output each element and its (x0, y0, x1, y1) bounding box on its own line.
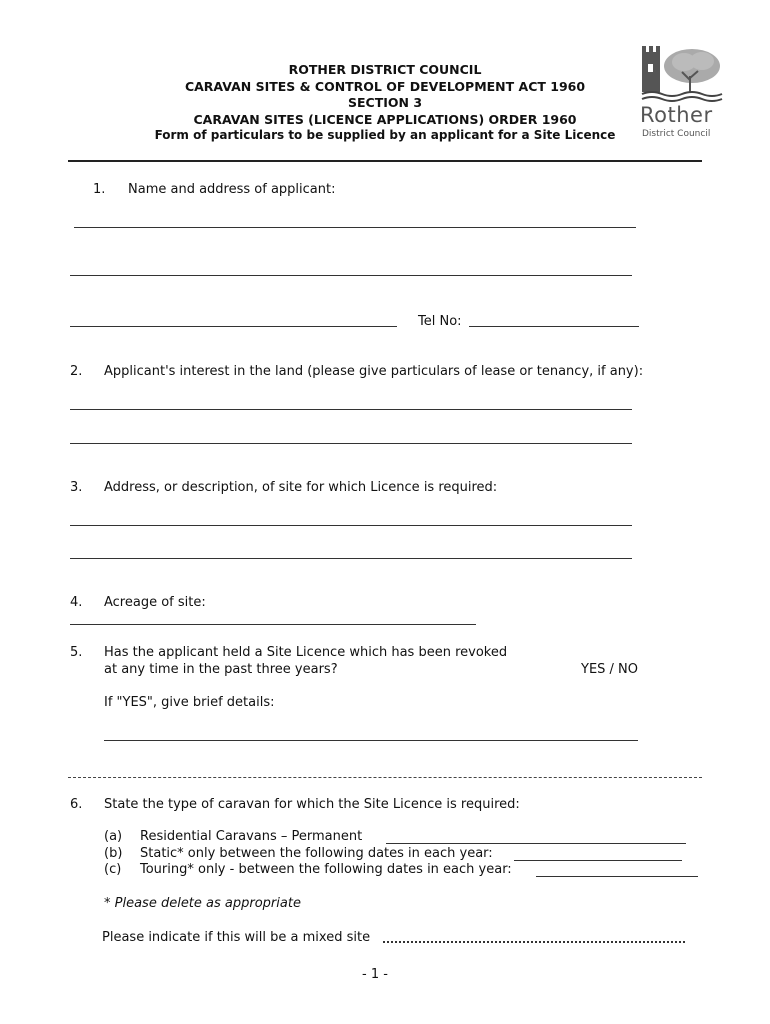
q4-text: Acreage of site: (104, 595, 206, 610)
logo-subtitle: District Council (642, 129, 711, 139)
q2-line-1[interactable] (70, 409, 632, 410)
q6-c-label: (c) (104, 862, 122, 877)
header-line-5: Form of particulars to be supplied by an applicant for a Site Licence (154, 128, 616, 142)
council-logo (640, 42, 730, 142)
q6-b-field[interactable] (514, 860, 682, 861)
page-number: - 1 - (362, 967, 388, 982)
q4-number: 4. (70, 595, 83, 610)
header-line-1: ROTHER DISTRICT COUNCIL (288, 62, 482, 77)
q1-number: 1. (93, 182, 106, 197)
delete-note: * Please delete as appropriate (104, 896, 301, 911)
q5-text-line-2: at any time in the past three years? (104, 662, 338, 677)
q6-c-field[interactable] (536, 876, 698, 877)
header-line-3: SECTION 3 (347, 95, 423, 110)
q6-c-text: Touring* only - between the following dates in each year: (140, 862, 512, 877)
q5-text-line-1: Has the applicant held a Site Licence which has been revoked (104, 645, 508, 660)
q6-number: 6. (70, 797, 83, 812)
q6-text: State the type of caravan for which the Site Licence is required: (104, 797, 520, 812)
q6-b-label: (b) (104, 846, 123, 861)
tel-field[interactable] (469, 326, 639, 327)
logo-name: Rother (640, 103, 713, 127)
yes-no-option[interactable]: YES / NO (581, 662, 639, 677)
mixed-site-label: Please indicate if this will be a mixed site (102, 930, 371, 945)
header-line-4: CARAVAN SITES (LICENCE APPLICATIONS) ORDER 1960 (193, 112, 577, 127)
q1-text: Name and address of applicant: (128, 182, 336, 197)
q3-text: Address, or description, of site for which Licence is required: (104, 480, 498, 495)
q6-a-label: (a) (104, 829, 123, 844)
q6-b-text: Static* only between the following dates in each year: (140, 846, 493, 861)
section-separator (68, 777, 702, 778)
q2-line-2[interactable] (70, 443, 632, 444)
header-divider (68, 160, 702, 162)
castle-tree-icon (640, 42, 725, 104)
q2-text: Applicant's interest in the land (please give particulars of lease or tenancy, if any): (104, 364, 644, 379)
q5-details-label: If "YES", give brief details: (104, 695, 275, 710)
tel-label: Tel No: (418, 314, 462, 329)
q6-a-field[interactable] (386, 843, 686, 844)
header-line-2: CARAVAN SITES & CONTROL OF DEVELOPMENT ACT 1960 (184, 79, 586, 94)
q5-number: 5. (70, 645, 83, 660)
q3-line-2[interactable] (70, 558, 632, 559)
q5-details-line[interactable] (104, 740, 638, 741)
q3-line-1[interactable] (70, 525, 632, 526)
q1-line-3[interactable] (70, 326, 397, 327)
acreage-field[interactable] (70, 624, 476, 625)
q1-line-1[interactable] (74, 227, 636, 228)
q3-number: 3. (70, 480, 83, 495)
mixed-site-field[interactable] (383, 941, 685, 943)
q1-line-2[interactable] (70, 275, 632, 276)
q2-number: 2. (70, 364, 83, 379)
q6-a-text: Residential Caravans – Permanent (140, 829, 363, 844)
